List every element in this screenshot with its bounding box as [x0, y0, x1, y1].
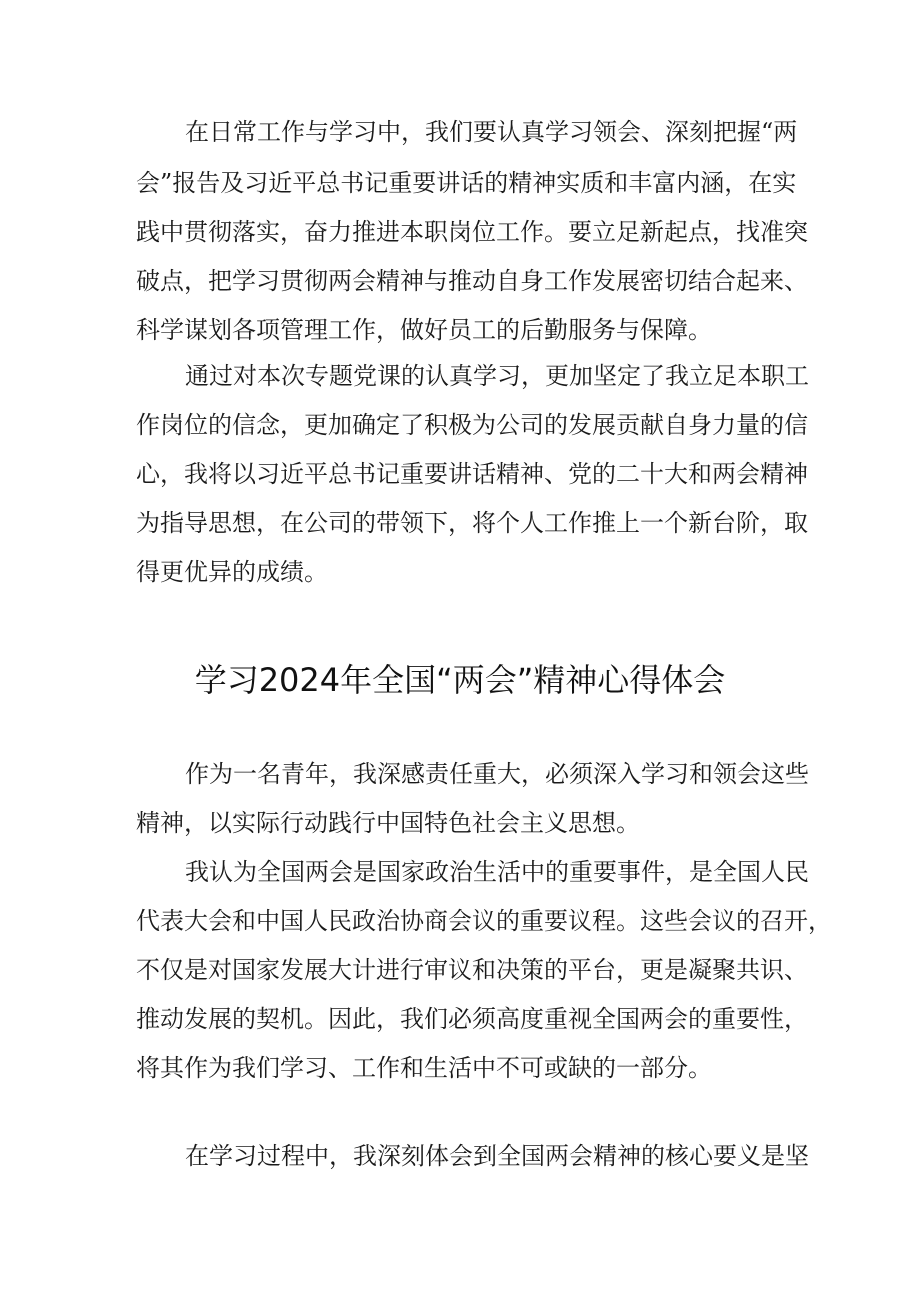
document-title: 学习2024年全国“两会”精神心得体会 [194, 661, 726, 699]
paragraph-line: 代表大会和中国人民政治协商会议的重要议程。这些会议的召开， [136, 907, 832, 935]
paragraph-line: 践中贯彻落实，奋力推进本职岗位工作。要立足新起点，找准突 [136, 218, 808, 246]
paragraph-line: 精神，以实际行动践行中国特色社会主义思想。 [136, 809, 640, 837]
paragraph-line: 科学谋划各项管理工作，做好员工的后勤服务与保障。 [136, 316, 712, 344]
paragraph-line: 作为一名青年，我深感责任重大，必须深入学习和领会这些 [185, 760, 809, 788]
paragraph-line: 心，我将以习近平总书记重要讲话精神、党的二十大和两会精神 [136, 460, 808, 488]
paragraph-line: 破点，把学习贯彻两会精神与推动自身工作发展密切结合起来、 [136, 267, 808, 295]
paragraph-line: 作岗位的信念，更加确定了积极为公司的发展贡献自身力量的信 [136, 411, 808, 439]
paragraph-line: 我认为全国两会是国家政治生活中的重要事件，是全国人民 [185, 858, 809, 886]
paragraph-line: 将其作为我们学习、工作和生活中不可或缺的一部分。 [136, 1054, 712, 1082]
paragraph-line: 在日常工作与学习中，我们要认真学习领会、深刻把握“两 [185, 118, 798, 146]
paragraph-line: 在学习过程中，我深刻体会到全国两会精神的核心要义是坚 [185, 1142, 809, 1170]
paragraph-line: 为指导思想，在公司的带领下，将个人工作推上一个新台阶，取 [136, 509, 808, 537]
paragraph-line: 通过对本次专题党课的认真学习，更加坚定了我立足本职工 [185, 362, 809, 390]
paragraph-line: 不仅是对国家发展大计进行审议和决策的平台，更是凝聚共识、 [136, 956, 808, 984]
paragraph-line: 会”报告及习近平总书记重要讲话的精神实质和丰富内涵，在实 [136, 169, 797, 197]
paragraph-line: 推动发展的契机。因此，我们必须高度重视全国两会的重要性， [136, 1005, 808, 1033]
paragraph-line: 得更优异的成绩。 [136, 558, 328, 586]
